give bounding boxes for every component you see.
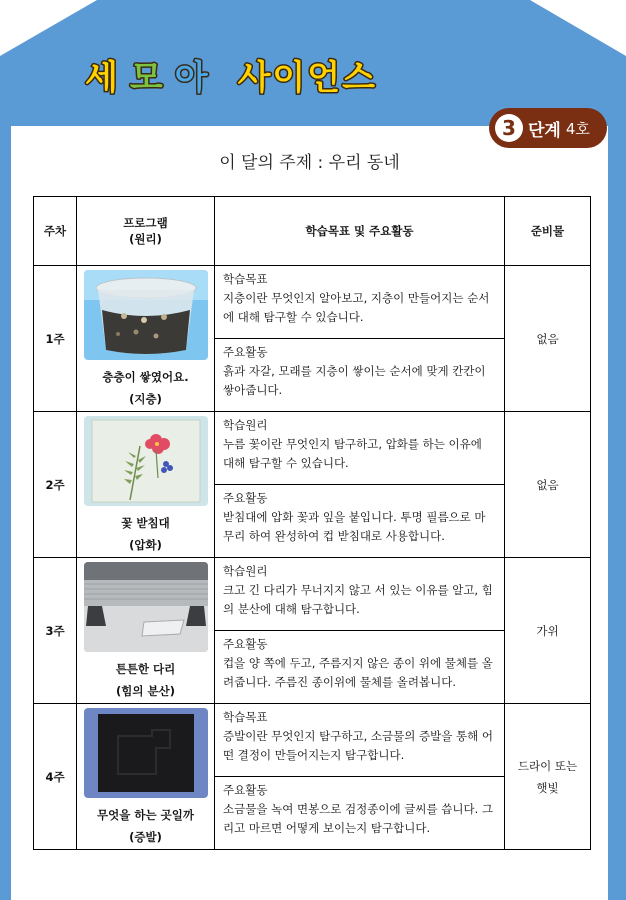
goal-cell — [215, 266, 505, 339]
goal-title: 학습원리 — [223, 418, 268, 432]
goal-text: 증발이란 무엇인지 탐구하고, 소금물의 증발을 통해 어떤 결정이 만들어지는지 탐구합니다. — [223, 729, 493, 762]
materials-cell: 가위 — [505, 558, 591, 704]
level-number: 3 — [495, 114, 523, 142]
program-name: 층층이 쌓였어요. — [102, 370, 189, 384]
program-cell — [77, 704, 215, 850]
week-cell: 1주 — [34, 266, 77, 412]
goal-text: 지층이란 무엇인지 알아보고, 지층이 만들어지는 순서에 대해 탐구할 수 있습니다. — [223, 291, 490, 324]
table-row — [34, 266, 591, 339]
program-name: 튼튼한 다리 — [115, 662, 176, 676]
materials-cell: 없음 — [505, 266, 591, 412]
table-header-row — [34, 197, 591, 266]
activity-cell — [215, 777, 505, 850]
materials-cell — [505, 704, 591, 850]
table-row — [34, 558, 591, 631]
goal-title: 학습목표 — [223, 710, 268, 724]
level-label: 단계 — [528, 120, 561, 141]
program-cell — [77, 558, 215, 704]
program-cell — [77, 412, 215, 558]
layered-sand-cup-photo — [84, 270, 208, 360]
black-paper-evaporation-photo — [84, 708, 208, 798]
header-materials: 준비물 — [505, 197, 591, 266]
activity-text: 컵을 양 쪽에 두고, 주름지지 않은 종이 위에 물체를 올려줍니다. 주름진 종이위에 물체를 올려봅니다. — [223, 656, 493, 689]
activity-text: 흙과 자갈, 모래를 지층이 쌓이는 순서에 맞게 칸칸이 쌓아줍니다. — [223, 364, 486, 397]
activity-cell — [215, 631, 505, 704]
materials-line2: 햇빛 — [536, 780, 559, 795]
week-cell: 2주 — [34, 412, 77, 558]
logo-semoa-part3: 아 — [174, 57, 210, 98]
activity-cell — [215, 339, 505, 412]
issue-label: 4호 — [565, 119, 590, 138]
logo-semoa-part2: 모 — [129, 57, 165, 98]
program-principle: (증발) — [129, 830, 162, 844]
program-cell — [77, 266, 215, 412]
materials-line1: 드라이 또는 — [517, 758, 578, 773]
program-name: 꽃 받침대 — [121, 516, 170, 530]
goal-cell — [215, 412, 505, 485]
curriculum-table — [33, 196, 591, 850]
program-name: 무엇을 하는 곳일까 — [97, 808, 194, 822]
header-program — [77, 197, 215, 266]
logo-science: 사이언스 — [237, 57, 377, 98]
week-cell: 4주 — [34, 704, 77, 850]
activity-title: 주요활동 — [223, 345, 268, 359]
goal-cell — [215, 558, 505, 631]
goal-title: 학습원리 — [223, 564, 268, 578]
goal-text: 누름 꽃이란 무엇인지 탐구하고, 압화를 하는 이유에 대해 탐구할 수 있습니다. — [223, 437, 482, 470]
activity-title: 주요활동 — [223, 783, 268, 797]
goal-text: 크고 긴 다리가 무너지지 않고 서 있는 이유를 알고, 힘의 분산에 대해 탐구합니다. — [223, 583, 493, 616]
activity-text: 받침대에 압화 꽃과 잎을 붙입니다. 투명 필름으로 마무리 하여 완성하여 컵 받침대로 사용합니다. — [223, 510, 486, 543]
table-row — [34, 704, 591, 777]
header-week: 주차 — [34, 197, 77, 266]
table-row — [34, 412, 591, 485]
materials-cell: 없음 — [505, 412, 591, 558]
activity-text: 소금물을 녹여 면봉으로 검정종이에 글씨를 씁니다. 그리고 마르면 어떻게 보이는지 탐구합니다. — [223, 802, 493, 835]
pressed-flower-coaster-photo — [84, 416, 208, 506]
activity-cell — [215, 485, 505, 558]
program-principle: (힘의 분산) — [116, 684, 175, 698]
program-principle: (지층) — [129, 392, 162, 406]
header-program-line1: 프로그램 — [123, 216, 168, 230]
header-program-line2: (원리) — [129, 232, 162, 246]
level-badge — [489, 108, 607, 148]
monthly-theme: 이 달의 주제 : 우리 동네 — [219, 153, 400, 173]
week-cell: 3주 — [34, 558, 77, 704]
paper-bridge-photo — [84, 562, 208, 652]
header-goals: 학습목표 및 주요활동 — [215, 197, 505, 266]
activity-title: 주요활동 — [223, 637, 268, 651]
goal-cell — [215, 704, 505, 777]
logo — [85, 44, 377, 104]
program-principle: (압화) — [129, 538, 162, 552]
activity-title: 주요활동 — [223, 491, 268, 505]
goal-title: 학습목표 — [223, 272, 268, 286]
logo-semoa-part1: 세 — [85, 57, 120, 98]
